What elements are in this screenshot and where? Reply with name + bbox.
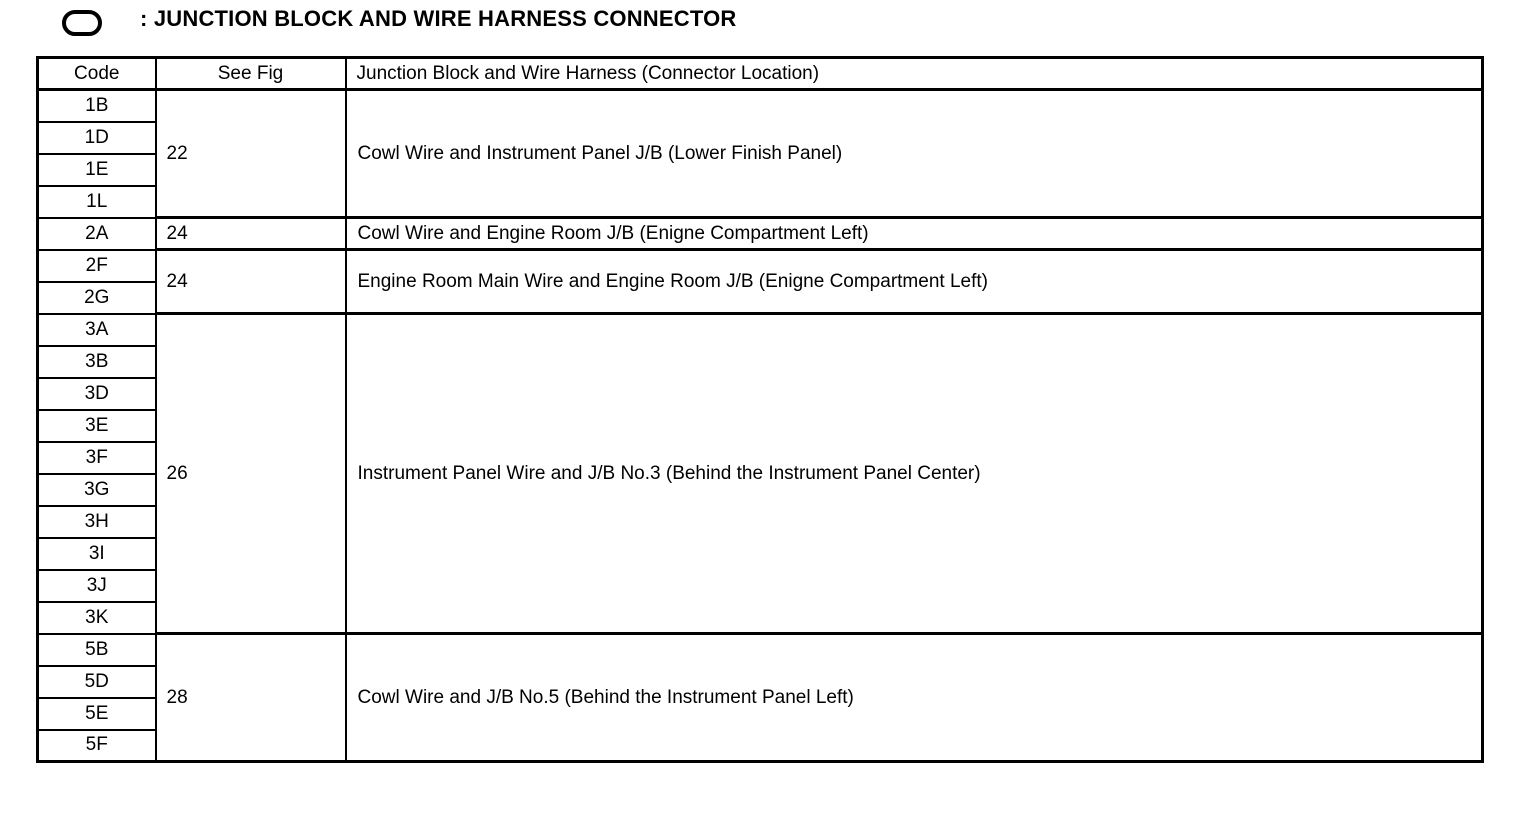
table-row	[38, 314, 1483, 346]
code-cell: 3G	[38, 474, 156, 506]
code-cell: 3B	[38, 346, 156, 378]
code-cell: 1E	[38, 154, 156, 186]
code-cell: 1L	[38, 186, 156, 218]
code-cell: 3A	[38, 314, 156, 346]
code-cell: 2G	[38, 282, 156, 314]
code-cell: 3J	[38, 570, 156, 602]
header-see-fig: See Fig	[156, 58, 346, 90]
see-fig-cell: 22	[156, 90, 346, 218]
location-cell: Cowl Wire and Instrument Panel J/B (Lower Finish Panel)	[346, 90, 1483, 218]
code-cell: 5B	[38, 634, 156, 666]
page-title: : JUNCTION BLOCK AND WIRE HARNESS CONNECTOR	[140, 6, 737, 31]
table-row	[38, 250, 1483, 282]
code-cell: 2F	[38, 250, 156, 282]
location-cell: Cowl Wire and Engine Room J/B (Enigne Compartment Left)	[346, 218, 1483, 250]
see-fig-cell: 24	[156, 250, 346, 314]
location-cell: Cowl Wire and J/B No.5 (Behind the Instrument Panel Left)	[346, 634, 1483, 762]
code-cell: 5D	[38, 666, 156, 698]
header-location: Junction Block and Wire Harness (Connector Location)	[346, 58, 1483, 90]
table-row	[38, 218, 1483, 250]
code-cell: 3K	[38, 602, 156, 634]
see-fig-cell: 26	[156, 314, 346, 634]
location-cell: Engine Room Main Wire and Engine Room J/B (Enigne Compartment Left)	[346, 250, 1483, 314]
table-body	[38, 90, 1483, 762]
code-cell: 2A	[38, 218, 156, 250]
header-row	[38, 58, 1483, 90]
code-cell: 1B	[38, 90, 156, 122]
see-fig-cell: 28	[156, 634, 346, 762]
code-cell: 3H	[38, 506, 156, 538]
code-cell: 3I	[38, 538, 156, 570]
table-row	[38, 90, 1483, 122]
connector-table	[36, 56, 1484, 763]
location-cell: Instrument Panel Wire and J/B No.3 (Behind the Instrument Panel Center)	[346, 314, 1483, 634]
table-row	[38, 634, 1483, 666]
code-cell: 5F	[38, 730, 156, 762]
see-fig-cell: 24	[156, 218, 346, 250]
code-cell: 3D	[38, 378, 156, 410]
code-cell: 3F	[38, 442, 156, 474]
code-cell: 5E	[38, 698, 156, 730]
header-code: Code	[38, 58, 156, 90]
connector-symbol-icon	[62, 10, 102, 36]
code-cell: 3E	[38, 410, 156, 442]
code-cell: 1D	[38, 122, 156, 154]
